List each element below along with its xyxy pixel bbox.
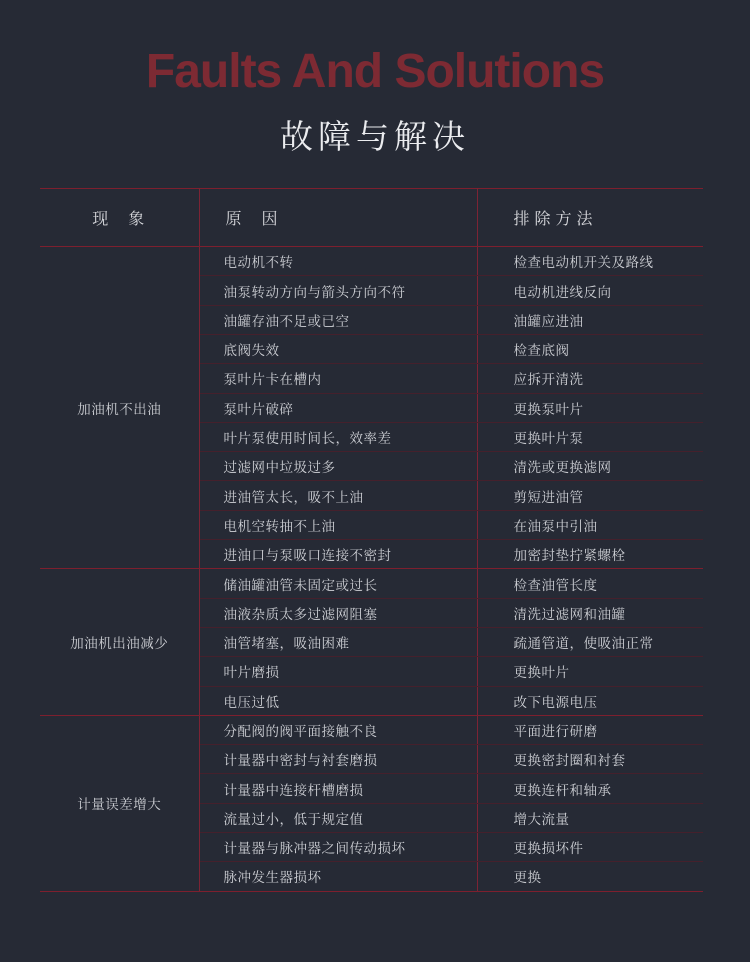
column-header-cause: 原 因 (199, 189, 477, 247)
phenomenon-cell-group1: 加油机不出油 (40, 247, 199, 569)
table-header-row (40, 189, 703, 247)
solution-cell: 加密封垫拧紧螺栓 (477, 540, 703, 569)
solution-cell: 检查油管长度 (477, 569, 703, 598)
cause-cell: 分配阀的阀平面接触不良 (199, 715, 477, 744)
cause-cell: 泵叶片破碎 (199, 393, 477, 422)
cause-cell: 流量过小，低于规定值 (199, 803, 477, 832)
cause-cell: 计量器中密封与衬套磨损 (199, 745, 477, 774)
cause-cell: 计量器与脉冲器之间传动损坏 (199, 833, 477, 862)
solution-cell: 更换叶片 (477, 657, 703, 686)
solution-cell: 油罐应进油 (477, 305, 703, 334)
phenomenon-cell-group2: 加油机出油减少 (40, 569, 199, 715)
solution-cell: 更换泵叶片 (477, 393, 703, 422)
solution-cell: 更换损坏件 (477, 833, 703, 862)
solution-cell: 检查底阀 (477, 334, 703, 363)
cause-cell: 进油口与泵吸口连接不密封 (199, 540, 477, 569)
cause-cell: 电压过低 (199, 686, 477, 715)
cause-cell: 脉冲发生器损坏 (199, 862, 477, 891)
cause-cell: 过滤网中垃圾过多 (199, 452, 477, 481)
solution-cell: 更换 (477, 862, 703, 891)
solution-cell: 改下电源电压 (477, 686, 703, 715)
page-title-zh: 故障与解决 (280, 117, 470, 155)
solution-cell: 平面进行研磨 (477, 715, 703, 744)
solution-cell: 清洗或更换滤网 (477, 452, 703, 481)
faults-table (40, 188, 703, 892)
solution-cell: 应拆开清洗 (477, 364, 703, 393)
cause-cell: 计量器中连接杆槽磨损 (199, 774, 477, 803)
cause-cell: 油泵转动方向与箭头方向不符 (199, 276, 477, 305)
cause-cell: 油管堵塞，吸油困难 (199, 627, 477, 656)
table-row (40, 715, 703, 744)
cause-cell: 叶片泵使用时间长，效率差 (199, 422, 477, 451)
phenomenon-cell-group3: 计量误差增大 (40, 715, 199, 891)
solution-cell: 剪短进油管 (477, 481, 703, 510)
cause-cell: 电机空转抽不上油 (199, 510, 477, 539)
solution-cell: 清洗过滤网和油罐 (477, 598, 703, 627)
column-header-phenomenon: 现 象 (40, 189, 199, 247)
solution-cell: 更换叶片泵 (477, 422, 703, 451)
solution-cell: 电动机进线反向 (477, 276, 703, 305)
cause-cell: 储油罐油管未固定或过长 (199, 569, 477, 598)
solution-cell: 在油泵中引油 (477, 510, 703, 539)
cause-cell: 进油管太长，吸不上油 (199, 481, 477, 510)
column-header-solution: 排除方法 (477, 189, 703, 247)
cause-cell: 电动机不转 (199, 247, 477, 276)
solution-cell: 更换密封圈和衬套 (477, 745, 703, 774)
table-row (40, 569, 703, 598)
page-title-en: Faults And Solutions (145, 45, 605, 98)
solution-cell: 检查电动机开关及路线 (477, 247, 703, 276)
cause-cell: 泵叶片卡在槽内 (199, 364, 477, 393)
cause-cell: 油液杂质太多过滤网阻塞 (199, 598, 477, 627)
table-row (40, 247, 703, 276)
cause-cell: 油罐存油不足或已空 (199, 305, 477, 334)
solution-cell: 疏通管道，使吸油正常 (477, 627, 703, 656)
solution-cell: 更换连杆和轴承 (477, 774, 703, 803)
cause-cell: 底阀失效 (199, 334, 477, 363)
solution-cell: 增大流量 (477, 803, 703, 832)
cause-cell: 叶片磨损 (199, 657, 477, 686)
